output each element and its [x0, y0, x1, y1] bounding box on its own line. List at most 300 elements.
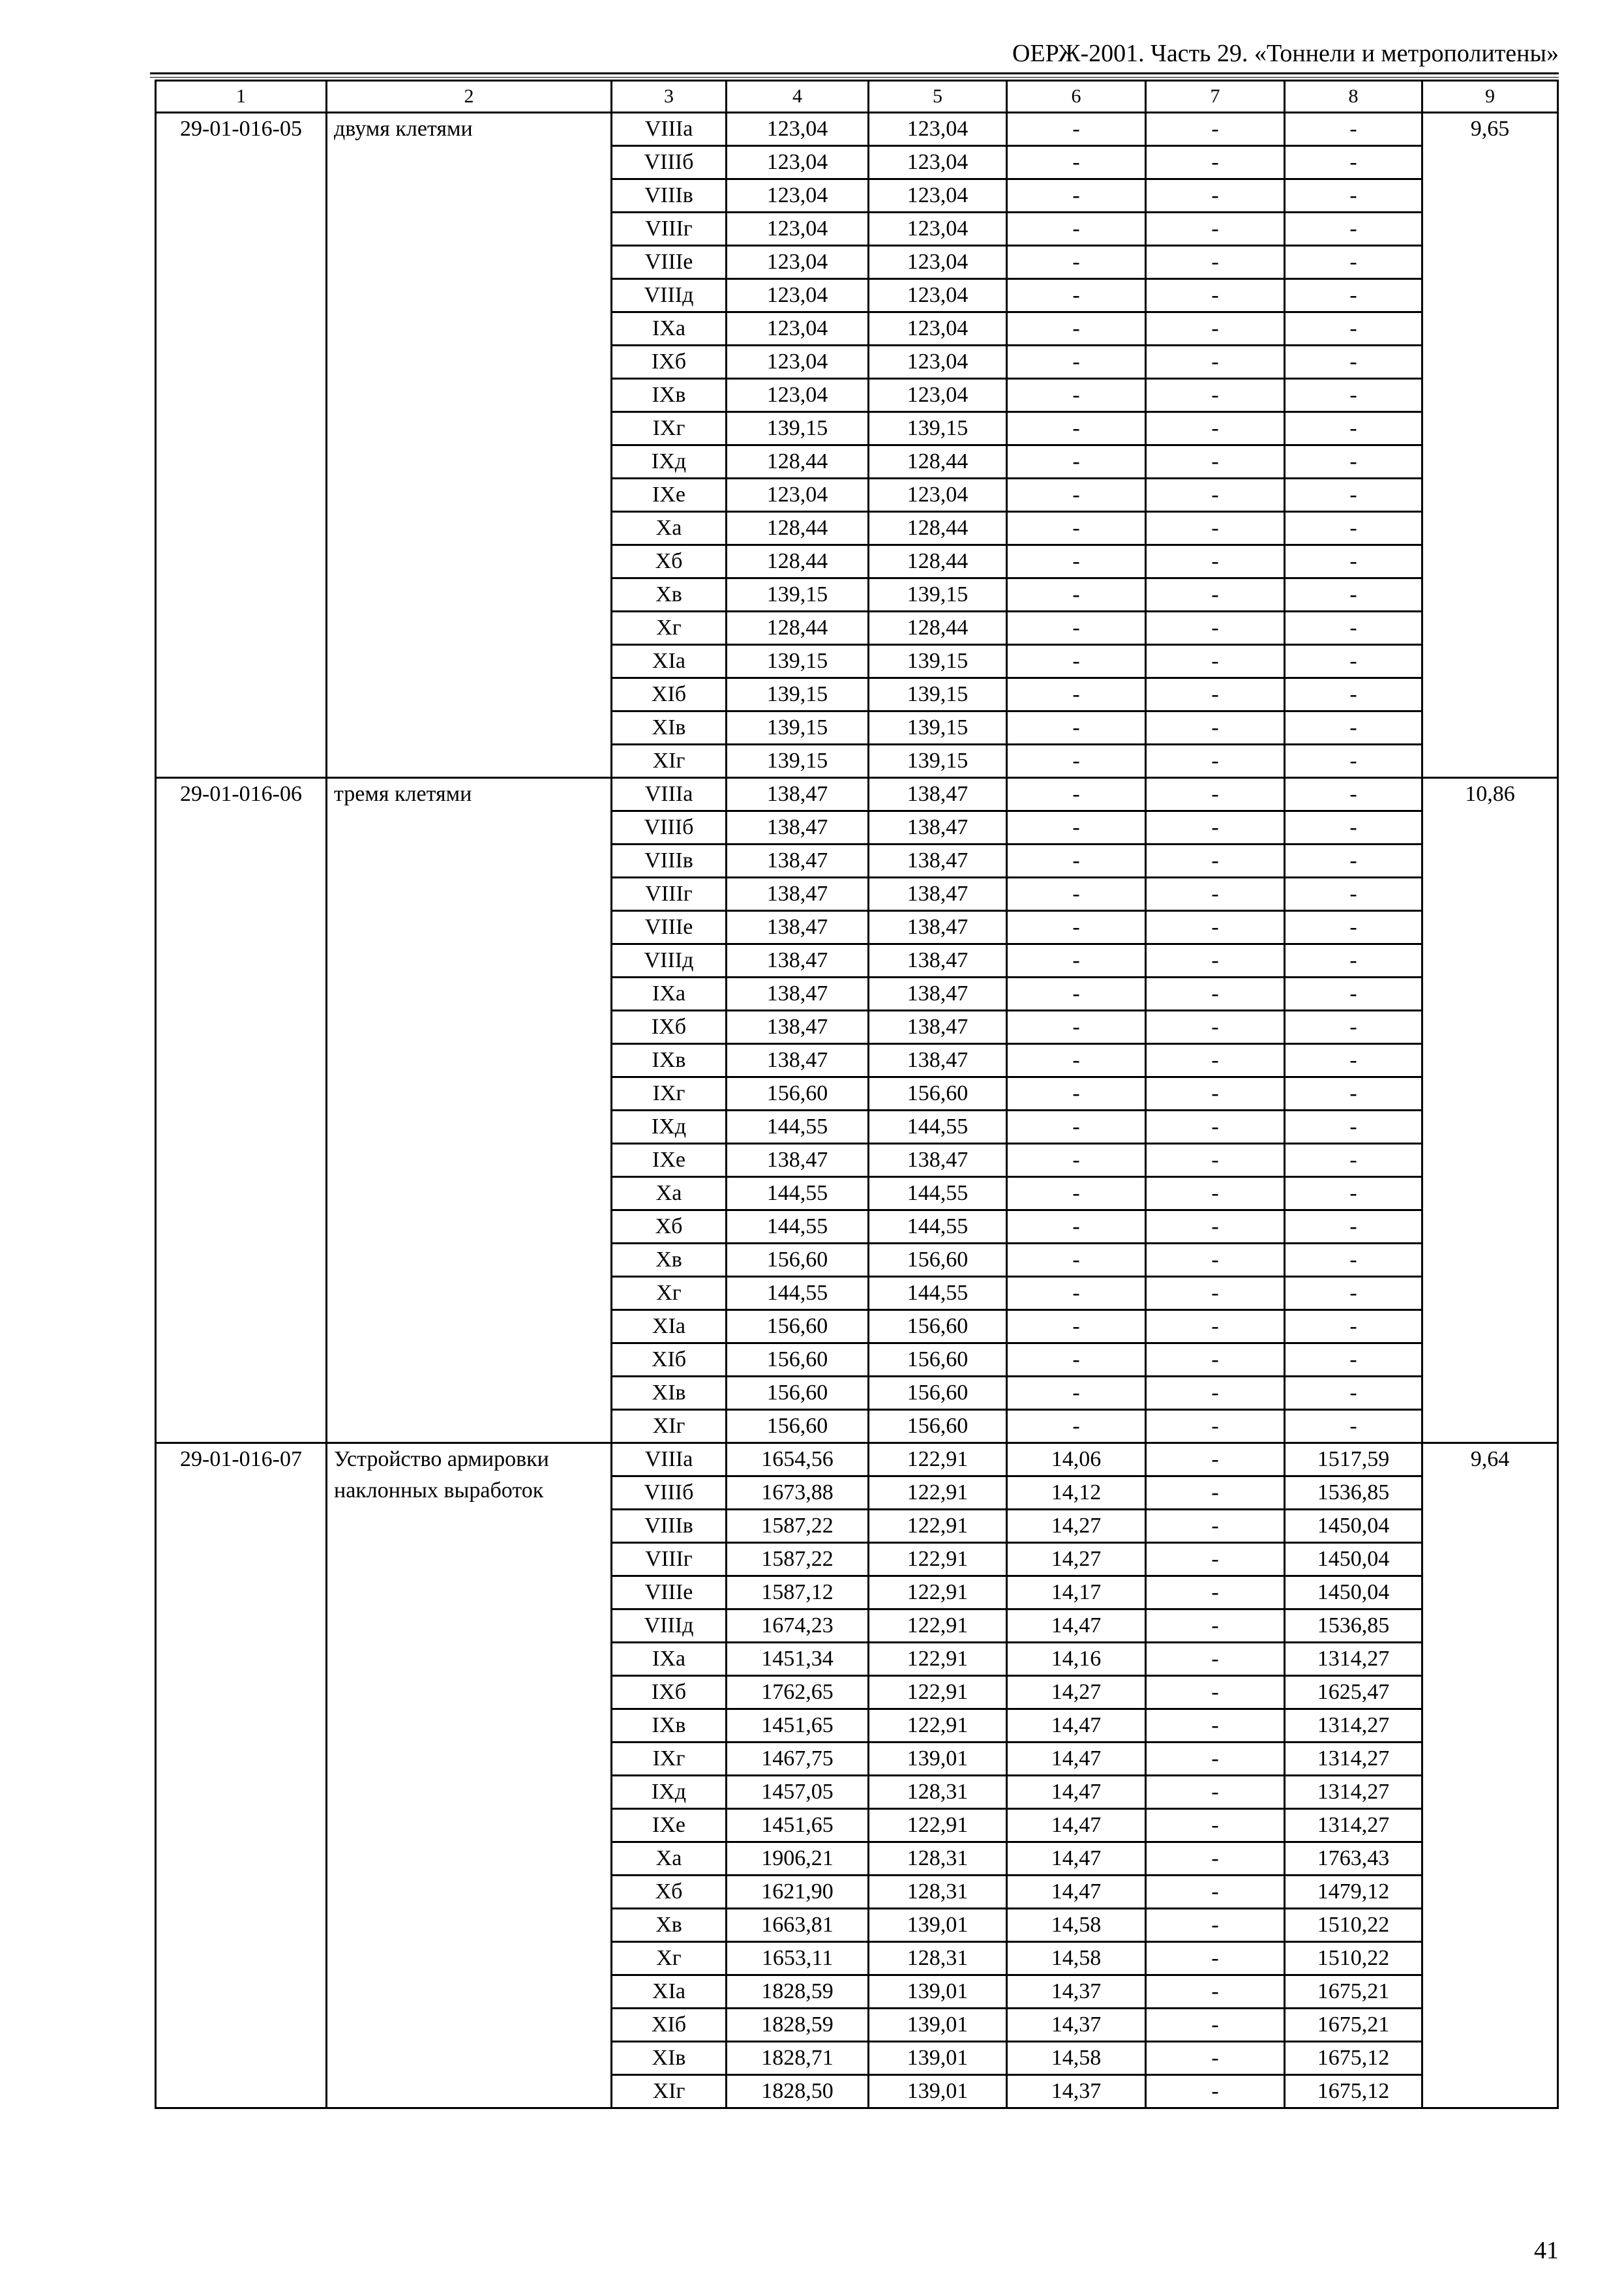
wages-cell: 138,47	[869, 1044, 1007, 1077]
materials-cell: -	[1285, 412, 1422, 445]
wages-cell: 123,04	[869, 279, 1007, 312]
total-cost-cell: 138,47	[727, 811, 869, 845]
materials-cell: -	[1285, 878, 1422, 911]
header-rule-thick	[150, 72, 1559, 74]
machinist-wages-cell: -	[1146, 1310, 1285, 1343]
column-header: 1	[156, 81, 327, 113]
materials-cell: -	[1285, 1343, 1422, 1377]
labor-rate-cell: 9,65	[1422, 113, 1558, 778]
machinist-wages-cell: -	[1146, 745, 1285, 778]
machinist-wages-cell: -	[1146, 346, 1285, 379]
machinist-wages-cell: -	[1146, 1942, 1285, 1975]
total-cost-cell: 1451,34	[727, 1643, 869, 1676]
machines-cell: 14,47	[1007, 1709, 1146, 1743]
machinist-wages-cell: -	[1146, 1809, 1285, 1842]
total-cost-cell: 144,55	[727, 1210, 869, 1244]
wages-cell: 128,31	[869, 1776, 1007, 1809]
total-cost-cell: 139,15	[727, 578, 869, 612]
column-header: 7	[1146, 81, 1285, 113]
machines-cell: -	[1007, 845, 1146, 878]
total-cost-cell: 123,04	[727, 146, 869, 179]
machines-cell: -	[1007, 346, 1146, 379]
zone-cell: IXв	[612, 379, 727, 412]
materials-cell: 1314,27	[1285, 1743, 1422, 1776]
wages-cell: 122,91	[869, 1709, 1007, 1743]
total-cost-cell: 139,15	[727, 645, 869, 678]
machines-cell: 14,47	[1007, 1776, 1146, 1809]
total-cost-cell: 139,15	[727, 745, 869, 778]
machinist-wages-cell: -	[1146, 179, 1285, 213]
machinist-wages-cell: -	[1146, 379, 1285, 412]
zone-cell: IXа	[612, 312, 727, 346]
zone-cell: IXд	[612, 1776, 727, 1809]
machinist-wages-cell: -	[1146, 1011, 1285, 1044]
materials-cell: 1510,22	[1285, 1942, 1422, 1975]
machines-cell: -	[1007, 1343, 1146, 1377]
machines-cell: -	[1007, 179, 1146, 213]
wages-cell: 139,01	[869, 1743, 1007, 1776]
materials-cell: 1625,47	[1285, 1676, 1422, 1709]
zone-cell: XIб	[612, 678, 727, 711]
wages-cell: 122,91	[869, 1510, 1007, 1543]
total-cost-cell: 139,15	[727, 711, 869, 745]
machinist-wages-cell: -	[1146, 1077, 1285, 1111]
column-header: 4	[727, 81, 869, 113]
machinist-wages-cell: -	[1146, 1377, 1285, 1410]
machinist-wages-cell: -	[1146, 1443, 1285, 1476]
zone-cell: Xг	[612, 1277, 727, 1310]
wages-cell: 122,91	[869, 1676, 1007, 1709]
machines-cell: 14,06	[1007, 1443, 1146, 1476]
wages-cell: 139,01	[869, 2009, 1007, 2042]
machines-cell: -	[1007, 1310, 1146, 1343]
materials-cell: -	[1285, 379, 1422, 412]
machinist-wages-cell: -	[1146, 811, 1285, 845]
machinist-wages-cell: -	[1146, 645, 1285, 678]
total-cost-cell: 1828,59	[727, 1975, 869, 2009]
zone-cell: Xв	[612, 578, 727, 612]
total-cost-cell: 144,55	[727, 1177, 869, 1210]
zone-cell: IXб	[612, 1011, 727, 1044]
machines-cell: -	[1007, 1277, 1146, 1310]
machinist-wages-cell: -	[1146, 1743, 1285, 1776]
materials-cell: -	[1285, 778, 1422, 811]
machinist-wages-cell: -	[1146, 2042, 1285, 2075]
wages-cell: 128,44	[869, 612, 1007, 645]
total-cost-cell: 1663,81	[727, 1909, 869, 1942]
zone-cell: IXа	[612, 978, 727, 1011]
wages-cell: 128,44	[869, 445, 1007, 479]
wages-cell: 156,60	[869, 1244, 1007, 1277]
machinist-wages-cell: -	[1146, 944, 1285, 978]
wages-cell: 123,04	[869, 479, 1007, 512]
machinist-wages-cell: -	[1146, 578, 1285, 612]
machines-cell: -	[1007, 146, 1146, 179]
machines-cell: -	[1007, 678, 1146, 711]
total-cost-cell: 1674,23	[727, 1609, 869, 1643]
materials-cell: -	[1285, 1377, 1422, 1410]
total-cost-cell: 156,60	[727, 1377, 869, 1410]
machinist-wages-cell: -	[1146, 678, 1285, 711]
machinist-wages-cell: -	[1146, 1709, 1285, 1743]
machines-cell: -	[1007, 479, 1146, 512]
machines-cell: -	[1007, 612, 1146, 645]
zone-cell: VIIIв	[612, 845, 727, 878]
materials-cell: -	[1285, 146, 1422, 179]
machines-cell: 14,47	[1007, 1842, 1146, 1876]
zone-cell: IXг	[612, 1077, 727, 1111]
zone-cell: Xг	[612, 1942, 727, 1975]
machines-cell: -	[1007, 711, 1146, 745]
page-header-title: ОЕРЖ-2001. Часть 29. «Тоннели и метрополитены»	[1012, 40, 1559, 67]
total-cost-cell: 138,47	[727, 944, 869, 978]
zone-cell: XIг	[612, 1410, 727, 1443]
total-cost-cell: 123,04	[727, 312, 869, 346]
materials-cell: -	[1285, 745, 1422, 778]
total-cost-cell: 144,55	[727, 1111, 869, 1144]
machinist-wages-cell: -	[1146, 1842, 1285, 1876]
machines-cell: 14,37	[1007, 2075, 1146, 2108]
zone-cell: VIIIа	[612, 113, 727, 146]
total-cost-cell: 139,15	[727, 678, 869, 711]
machines-cell: -	[1007, 312, 1146, 346]
machines-cell: -	[1007, 1410, 1146, 1443]
zone-cell: Xб	[612, 545, 727, 578]
wages-cell: 138,47	[869, 778, 1007, 811]
materials-cell: 1314,27	[1285, 1809, 1422, 1842]
wages-cell: 128,31	[869, 1876, 1007, 1909]
norms-table	[155, 80, 1559, 2109]
zone-cell: VIIIг	[612, 878, 727, 911]
machinist-wages-cell: -	[1146, 1909, 1285, 1942]
wages-cell: 139,15	[869, 711, 1007, 745]
machines-cell: -	[1007, 1077, 1146, 1111]
materials-cell: -	[1285, 479, 1422, 512]
materials-cell: -	[1285, 113, 1422, 146]
wages-cell: 123,04	[869, 246, 1007, 279]
machines-cell: 14,12	[1007, 1476, 1146, 1510]
total-cost-cell: 138,47	[727, 1144, 869, 1177]
machinist-wages-cell: -	[1146, 978, 1285, 1011]
zone-cell: VIIIе	[612, 1576, 727, 1609]
zone-cell: VIIIв	[612, 179, 727, 213]
zone-cell: VIIIв	[612, 1510, 727, 1543]
zone-cell: IXе	[612, 1144, 727, 1177]
total-cost-cell: 144,55	[727, 1277, 869, 1310]
total-cost-cell: 156,60	[727, 1244, 869, 1277]
materials-cell: -	[1285, 978, 1422, 1011]
norm-name-cell: тремя клетями	[327, 778, 612, 1443]
zone-cell: XIв	[612, 2042, 727, 2075]
total-cost-cell: 123,04	[727, 479, 869, 512]
norm-name-line: Устройство армировки	[334, 1447, 549, 1471]
zone-cell: VIIIг	[612, 213, 727, 246]
materials-cell: -	[1285, 1177, 1422, 1210]
total-cost-cell: 1906,21	[727, 1842, 869, 1876]
materials-cell: -	[1285, 1410, 1422, 1443]
wages-cell: 144,55	[869, 1177, 1007, 1210]
machinist-wages-cell: -	[1146, 479, 1285, 512]
materials-cell: -	[1285, 512, 1422, 545]
machinist-wages-cell: -	[1146, 545, 1285, 578]
zone-cell: IXг	[612, 1743, 727, 1776]
machinist-wages-cell: -	[1146, 1210, 1285, 1244]
wages-cell: 144,55	[869, 1210, 1007, 1244]
machines-cell: -	[1007, 878, 1146, 911]
total-cost-cell: 138,47	[727, 978, 869, 1011]
materials-cell: -	[1285, 1011, 1422, 1044]
total-cost-cell: 1654,56	[727, 1443, 869, 1476]
zone-cell: XIа	[612, 645, 727, 678]
materials-cell: -	[1285, 545, 1422, 578]
materials-cell: 1510,22	[1285, 1909, 1422, 1942]
wages-cell: 156,60	[869, 1410, 1007, 1443]
column-header: 8	[1285, 81, 1422, 113]
column-header: 2	[327, 81, 612, 113]
total-cost-cell: 1587,12	[727, 1576, 869, 1609]
zone-cell: IXв	[612, 1709, 727, 1743]
materials-cell: -	[1285, 1310, 1422, 1343]
column-number-row	[156, 81, 1558, 113]
machinist-wages-cell: -	[1146, 1244, 1285, 1277]
total-cost-cell: 138,47	[727, 911, 869, 944]
machines-cell: -	[1007, 578, 1146, 612]
zone-cell: XIв	[612, 711, 727, 745]
machinist-wages-cell: -	[1146, 1576, 1285, 1609]
table-header	[156, 81, 1558, 113]
wages-cell: 144,55	[869, 1111, 1007, 1144]
total-cost-cell: 156,60	[727, 1410, 869, 1443]
total-cost-cell: 156,60	[727, 1310, 869, 1343]
column-header: 6	[1007, 81, 1146, 113]
zone-cell: IXг	[612, 412, 727, 445]
machinist-wages-cell: -	[1146, 1776, 1285, 1809]
wages-cell: 138,47	[869, 911, 1007, 944]
wages-cell: 122,91	[869, 1609, 1007, 1643]
materials-cell: 1675,12	[1285, 2075, 1422, 2108]
machinist-wages-cell: -	[1146, 1111, 1285, 1144]
zone-cell: IXд	[612, 445, 727, 479]
machines-cell: -	[1007, 379, 1146, 412]
materials-cell: -	[1285, 845, 1422, 878]
materials-cell: -	[1285, 578, 1422, 612]
total-cost-cell: 1621,90	[727, 1876, 869, 1909]
materials-cell: -	[1285, 612, 1422, 645]
machinist-wages-cell: -	[1146, 1543, 1285, 1576]
zone-cell: VIIIг	[612, 1543, 727, 1576]
machinist-wages-cell: -	[1146, 1476, 1285, 1510]
materials-cell: 1450,04	[1285, 1510, 1422, 1543]
wages-cell: 139,01	[869, 2042, 1007, 2075]
machines-cell: -	[1007, 213, 1146, 246]
materials-cell: 1314,27	[1285, 1643, 1422, 1676]
total-cost-cell: 128,44	[727, 445, 869, 479]
machinist-wages-cell: -	[1146, 1144, 1285, 1177]
zone-cell: IXе	[612, 479, 727, 512]
wages-cell: 156,60	[869, 1077, 1007, 1111]
zone-cell: VIIIд	[612, 1609, 727, 1643]
wages-cell: 139,15	[869, 412, 1007, 445]
materials-cell: 1536,85	[1285, 1609, 1422, 1643]
machinist-wages-cell: -	[1146, 279, 1285, 312]
norm-code-cell: 29-01-016-06	[156, 778, 327, 1443]
total-cost-cell: 1653,11	[727, 1942, 869, 1975]
machines-cell: -	[1007, 978, 1146, 1011]
machines-cell: -	[1007, 911, 1146, 944]
machinist-wages-cell: -	[1146, 2075, 1285, 2108]
materials-cell: -	[1285, 1144, 1422, 1177]
wages-cell: 138,47	[869, 944, 1007, 978]
wages-cell: 123,04	[869, 213, 1007, 246]
wages-cell: 122,91	[869, 1443, 1007, 1476]
machinist-wages-cell: -	[1146, 778, 1285, 811]
wages-cell: 139,01	[869, 2075, 1007, 2108]
materials-cell: 1450,04	[1285, 1543, 1422, 1576]
materials-cell: 1450,04	[1285, 1576, 1422, 1609]
materials-cell: -	[1285, 811, 1422, 845]
total-cost-cell: 123,04	[727, 246, 869, 279]
machines-cell: 14,27	[1007, 1676, 1146, 1709]
table-row	[156, 113, 1558, 146]
zone-cell: Xв	[612, 1244, 727, 1277]
norm-name-cell: двумя клетями	[327, 113, 612, 778]
zone-cell: Xа	[612, 1177, 727, 1210]
machines-cell: 14,37	[1007, 1975, 1146, 2009]
total-cost-cell: 123,04	[727, 213, 869, 246]
zone-cell: VIIIб	[612, 811, 727, 845]
wages-cell: 138,47	[869, 978, 1007, 1011]
materials-cell: -	[1285, 213, 1422, 246]
materials-cell: 1763,43	[1285, 1842, 1422, 1876]
machines-cell: -	[1007, 811, 1146, 845]
machines-cell: -	[1007, 1210, 1146, 1244]
machines-cell: -	[1007, 279, 1146, 312]
total-cost-cell: 1673,88	[727, 1476, 869, 1510]
zone-cell: Xа	[612, 1842, 727, 1876]
total-cost-cell: 123,04	[727, 379, 869, 412]
total-cost-cell: 123,04	[727, 113, 869, 146]
machines-cell: -	[1007, 445, 1146, 479]
materials-cell: -	[1285, 711, 1422, 745]
zone-cell: XIг	[612, 745, 727, 778]
total-cost-cell: 1828,59	[727, 2009, 869, 2042]
wages-cell: 122,91	[869, 1476, 1007, 1510]
zone-cell: VIIIб	[612, 146, 727, 179]
total-cost-cell: 138,47	[727, 1044, 869, 1077]
machinist-wages-cell: -	[1146, 146, 1285, 179]
zone-cell: IXд	[612, 1111, 727, 1144]
table-row	[156, 778, 1558, 811]
total-cost-cell: 128,44	[727, 512, 869, 545]
total-cost-cell: 1587,22	[727, 1510, 869, 1543]
materials-cell: -	[1285, 246, 1422, 279]
total-cost-cell: 156,60	[727, 1343, 869, 1377]
wages-cell: 139,01	[869, 1909, 1007, 1942]
zone-cell: VIIIб	[612, 1476, 727, 1510]
wages-cell: 122,91	[869, 1576, 1007, 1609]
zone-cell: XIб	[612, 1343, 727, 1377]
total-cost-cell: 156,60	[727, 1077, 869, 1111]
machines-cell: -	[1007, 412, 1146, 445]
wages-cell: 123,04	[869, 179, 1007, 213]
zone-cell: Xб	[612, 1210, 727, 1244]
machinist-wages-cell: -	[1146, 1410, 1285, 1443]
machines-cell: -	[1007, 944, 1146, 978]
machinist-wages-cell: -	[1146, 1676, 1285, 1709]
total-cost-cell: 138,47	[727, 845, 869, 878]
machines-cell: -	[1007, 545, 1146, 578]
zone-cell: XIг	[612, 2075, 727, 2108]
column-header: 5	[869, 81, 1007, 113]
zone-cell: VIIIа	[612, 778, 727, 811]
machines-cell: -	[1007, 246, 1146, 279]
zone-cell: IXб	[612, 1676, 727, 1709]
materials-cell: -	[1285, 1244, 1422, 1277]
zone-cell: Xб	[612, 1876, 727, 1909]
wages-cell: 122,91	[869, 1643, 1007, 1676]
materials-cell: -	[1285, 279, 1422, 312]
materials-cell: -	[1285, 645, 1422, 678]
materials-cell: 1536,85	[1285, 1476, 1422, 1510]
total-cost-cell: 123,04	[727, 179, 869, 213]
wages-cell: 138,47	[869, 878, 1007, 911]
materials-cell: -	[1285, 1077, 1422, 1111]
materials-cell: -	[1285, 1210, 1422, 1244]
materials-cell: -	[1285, 911, 1422, 944]
wages-cell: 123,04	[869, 312, 1007, 346]
zone-cell: IXе	[612, 1809, 727, 1842]
materials-cell: -	[1285, 445, 1422, 479]
zone-cell: XIа	[612, 1975, 727, 2009]
zone-cell: VIIIд	[612, 279, 727, 312]
total-cost-cell: 128,44	[727, 545, 869, 578]
zone-cell: IXв	[612, 1044, 727, 1077]
wages-cell: 128,31	[869, 1942, 1007, 1975]
machinist-wages-cell: -	[1146, 1510, 1285, 1543]
machines-cell: 14,58	[1007, 1909, 1146, 1942]
total-cost-cell: 1451,65	[727, 1809, 869, 1842]
machines-cell: -	[1007, 745, 1146, 778]
machinist-wages-cell: -	[1146, 312, 1285, 346]
machinist-wages-cell: -	[1146, 246, 1285, 279]
total-cost-cell: 138,47	[727, 878, 869, 911]
machinist-wages-cell: -	[1146, 911, 1285, 944]
column-header: 9	[1422, 81, 1558, 113]
machinist-wages-cell: -	[1146, 213, 1285, 246]
materials-cell: -	[1285, 1277, 1422, 1310]
wages-cell: 122,91	[869, 1543, 1007, 1576]
zone-cell: VIIIе	[612, 911, 727, 944]
machinist-wages-cell: -	[1146, 1609, 1285, 1643]
total-cost-cell: 1828,71	[727, 2042, 869, 2075]
zone-cell: Xв	[612, 1909, 727, 1942]
wages-cell: 128,44	[869, 512, 1007, 545]
zone-cell: XIв	[612, 1377, 727, 1410]
machines-cell: -	[1007, 1111, 1146, 1144]
wages-cell: 123,04	[869, 379, 1007, 412]
machines-cell: 14,47	[1007, 1876, 1146, 1909]
zone-cell: VIIIе	[612, 246, 727, 279]
machinist-wages-cell: -	[1146, 113, 1285, 146]
machinist-wages-cell: -	[1146, 711, 1285, 745]
machinist-wages-cell: -	[1146, 2009, 1285, 2042]
materials-cell: -	[1285, 678, 1422, 711]
total-cost-cell: 123,04	[727, 346, 869, 379]
wages-cell: 139,15	[869, 645, 1007, 678]
machinist-wages-cell: -	[1146, 1044, 1285, 1077]
wages-cell: 139,01	[869, 1975, 1007, 2009]
machines-cell: -	[1007, 645, 1146, 678]
